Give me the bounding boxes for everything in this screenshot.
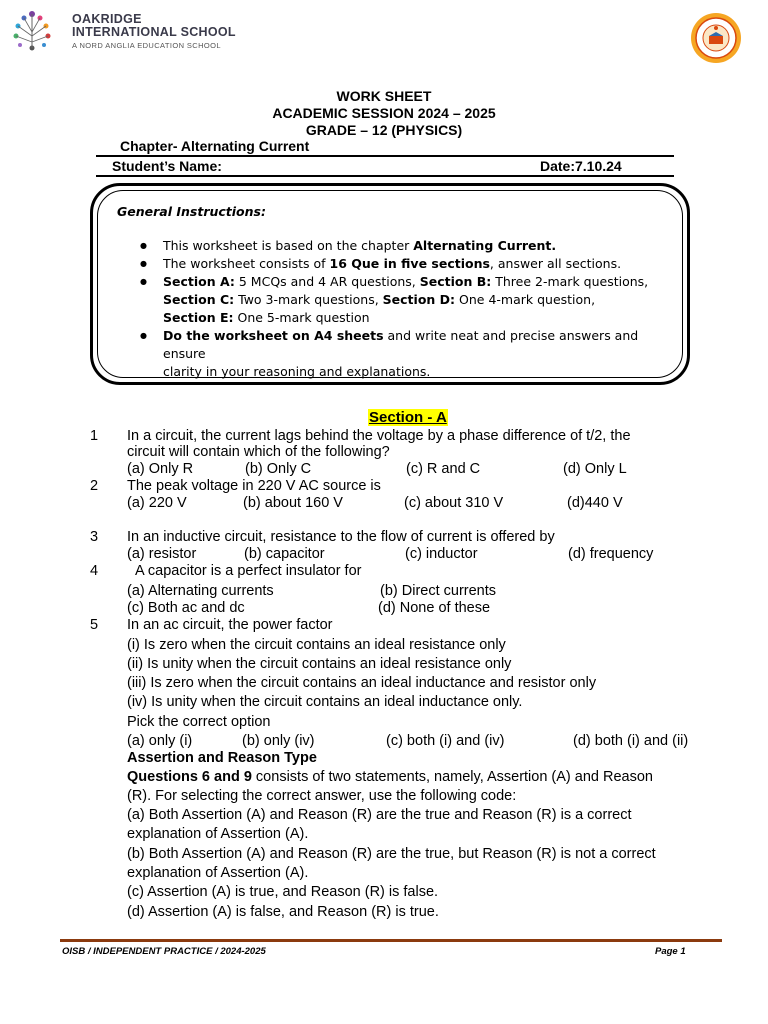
question-number: 2 [90, 478, 99, 494]
footer-rule [60, 939, 722, 942]
ar-intro-text: consists of two statements, namely, Assertion (A) and Reason [251, 769, 653, 785]
section-a-heading: Section - A [369, 409, 447, 426]
option-d: (d) None of these [378, 600, 491, 616]
question-text: In an ac circuit, the power factor [127, 617, 333, 633]
instruction-item [140, 255, 680, 273]
question-number: 3 [90, 529, 99, 545]
question-text: A capacitor is a perfect insulator for [135, 563, 362, 579]
ar-option-b: explanation of Assertion (A). [127, 865, 309, 881]
option-b: (b) capacitor [244, 546, 325, 562]
option-d: (d) Only L [563, 461, 627, 477]
instruction-text: Three 2-mark questions, [491, 274, 649, 289]
instruction-bold: Section B: [419, 274, 492, 289]
instructions-list [140, 237, 680, 381]
chapter-title: Chapter- Alternating Current [120, 138, 310, 154]
instruction-text: One 4-mark question, [455, 292, 596, 307]
question-text: In a circuit, the current lags behind the voltage by a phase difference of t/2, the [127, 428, 631, 444]
worksheet-title: WORK SHEET [336, 88, 432, 104]
option-b: (b) only (iv) [242, 733, 315, 749]
ar-option-a: (a) Both Assertion (A) and Reason (R) are the true and Reason (R) is a correct [127, 807, 632, 823]
question-text: The peak voltage in 220 V AC source is [127, 478, 381, 494]
option-c: (c) R and C [406, 461, 481, 477]
option-d: (d)440 V [567, 495, 623, 511]
instruction-text: , answer all sections. [489, 256, 622, 271]
option-d: (d) frequency [568, 546, 654, 562]
divider-top [96, 155, 674, 157]
instruction-text: clarity in your reasoning and explanations. [163, 364, 431, 379]
school-name-line2: INTERNATIONAL SCHOOL [72, 25, 236, 39]
statement: (iii) Is zero when the circuit contains an ideal inductance and resistor only [127, 675, 597, 691]
option-b: (b) about 160 V [243, 495, 343, 511]
statement: (i) Is zero when the circuit contains an ideal resistance only [127, 637, 506, 653]
statement: (iv) Is unity when the circuit contains an ideal inductance only. [127, 694, 523, 710]
instruction-text: One 5-mark question [233, 310, 370, 325]
option-a: (a) resistor [127, 546, 197, 562]
option-a: (a) Only R [127, 461, 194, 477]
ar-intro [127, 769, 653, 786]
instruction-item [140, 327, 680, 381]
instruction-bold: Section E: [163, 310, 234, 325]
option-a: (a) Alternating currents [127, 583, 274, 599]
question-text: circuit will contain which of the following? [127, 444, 390, 460]
ar-option-d: (d) Assertion (A) is false, and Reason (R) is true. [127, 904, 439, 920]
cbse-emblem-icon [690, 12, 742, 64]
school-name-line1: OAKRIDGE [72, 12, 142, 26]
question-number: 1 [90, 428, 99, 444]
question-number: 5 [90, 617, 99, 633]
footer-left: OISB / INDEPENDENT PRACTICE / 2024-2025 [62, 946, 266, 957]
grade-title: GRADE – 12 (PHYSICS) [305, 122, 463, 138]
school-tagline: A NORD ANGLIA EDUCATION SCHOOL [72, 41, 221, 50]
instruction-bold: Section C: [163, 292, 235, 307]
ar-title: Assertion and Reason Type [127, 750, 317, 766]
instruction-text: This worksheet is based on the chapter [163, 238, 414, 253]
pick-option: Pick the correct option [127, 714, 271, 730]
option-c: (c) about 310 V [404, 495, 504, 511]
instruction-bold: Section A: [163, 274, 235, 289]
instruction-text: The worksheet consists of [163, 256, 330, 271]
ar-intro: (R). For selecting the correct answer, use the following code: [127, 788, 517, 804]
option-c: (c) both (i) and (iv) [386, 733, 505, 749]
statement: (ii) Is unity when the circuit contains an ideal resistance only [127, 656, 512, 672]
session-title: ACADEMIC SESSION 2024 – 2025 [272, 105, 496, 121]
question-text: In an inductive circuit, resistance to the flow of current is offered by [127, 529, 555, 545]
ar-option-b: (b) Both Assertion (A) and Reason (R) are the true, but Reason (R) is not a correct [127, 846, 656, 862]
ar-intro-bold: Questions 6 and 9 [127, 769, 252, 785]
instruction-item [140, 237, 680, 255]
ar-option-c: (c) Assertion (A) is true, and Reason (R) is false. [127, 884, 439, 900]
option-b: (b) Only C [245, 461, 312, 477]
option-a: (a) 220 V [127, 495, 187, 511]
instruction-text: and write neat and precise answers and ensure [163, 328, 639, 361]
instruction-item [140, 273, 680, 327]
instruction-bold: 16 Que in five sections [329, 256, 490, 271]
question-number: 4 [90, 563, 99, 579]
page-number: Page 1 [655, 946, 686, 957]
instruction-bold: Alternating Current. [413, 238, 557, 253]
option-b: (b) Direct currents [380, 583, 497, 599]
instruction-text: Two 3-mark questions, [234, 292, 383, 307]
date-label: Date:7.10.24 [540, 158, 622, 174]
option-c: (c) inductor [405, 546, 478, 562]
ar-option-a: explanation of Assertion (A). [127, 826, 309, 842]
instruction-text: 5 MCQs and 4 AR questions, [234, 274, 420, 289]
option-c: (c) Both ac and dc [127, 600, 245, 616]
option-a: (a) only (i) [127, 733, 193, 749]
student-name-label: Student’s Name: [112, 158, 222, 174]
divider-bottom [96, 175, 674, 177]
instructions-title: General Instructions: [117, 204, 266, 219]
option-d: (d) both (i) and (ii) [573, 733, 689, 749]
instruction-bold: Section D: [382, 292, 456, 307]
instruction-bold: Do the worksheet on A4 sheets [163, 328, 384, 343]
